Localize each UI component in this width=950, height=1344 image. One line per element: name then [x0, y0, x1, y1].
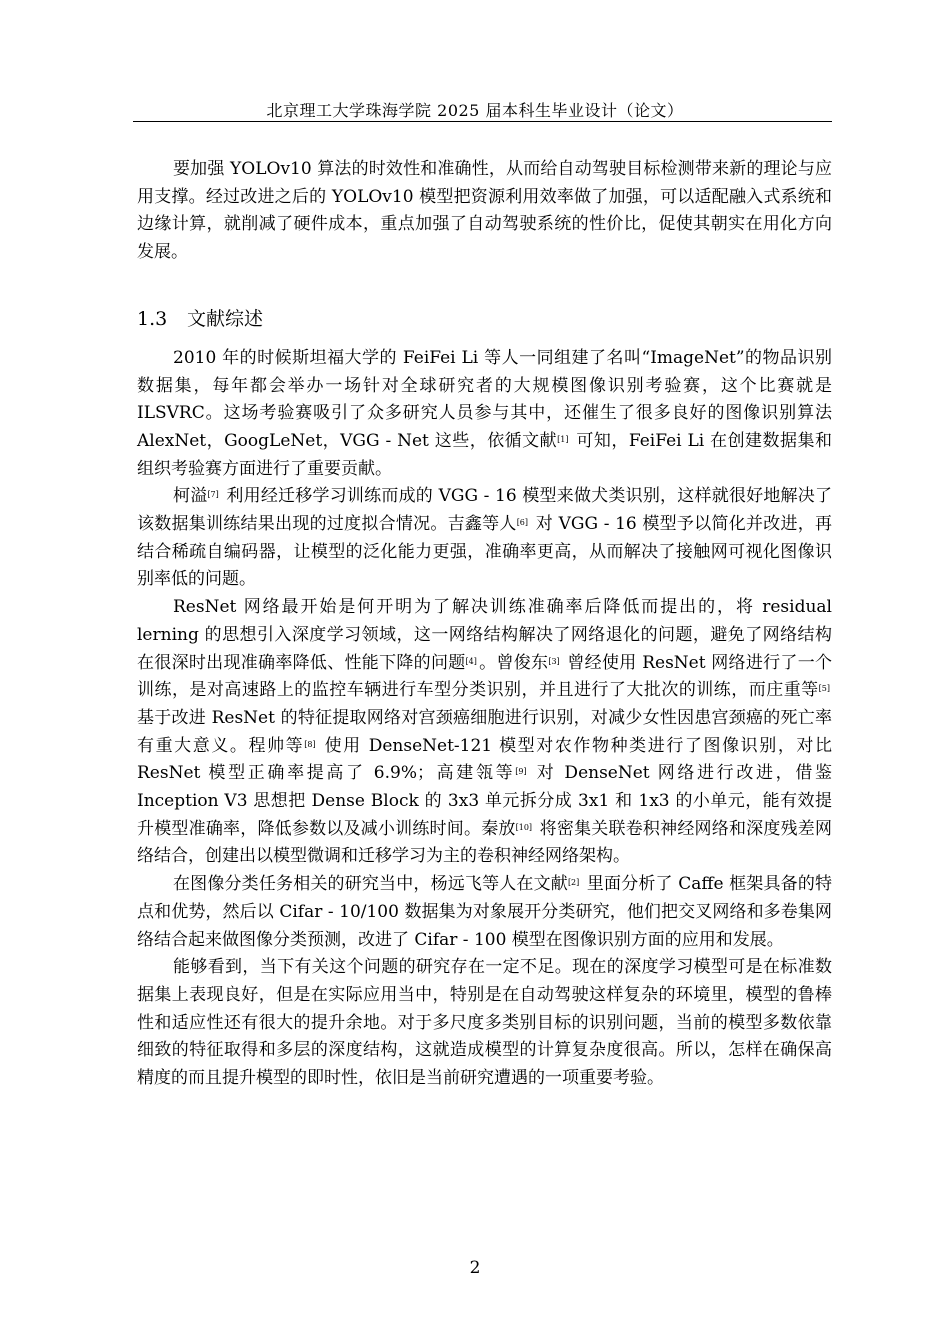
text-run: 对 VGG - 16 模型予以简化并改进，再结合稀疏自编码器，让模型的泛化能力更强，准确率更高，从而解决了接触网可视化图像识别率低的问题。	[137, 514, 832, 590]
citation-ref: [3]	[548, 656, 560, 666]
page-body	[137, 156, 832, 1093]
citation-ref: [10]	[515, 822, 533, 832]
text-run: 可知，FeiFei Li 在创建数据集和组织考验赛方面进行了重要贡献。	[137, 430, 832, 479]
text-run: 2010 年的时候斯坦福大学的 FeiFei Li 等人一同组建了名叫“ImageNet”的物品识别数据集，每年都会举办一场针对全球研究者的大规模图像识别考验赛，这个比赛就是 ILSVRC。这场考验赛吸引了众多研究人员参与其中，还催生了很多良好的图像识别算法 AlexNet，GoogLeNet，VGG - Net 这些，依循文献	[137, 347, 832, 451]
page-number: 2	[469, 1258, 481, 1278]
text-run: 里面分析了 Caffe 框架具备的特点和优势，然后以 Cifar - 10/100 数据集为对象展开分类研究，他们把交叉网络和多卷集网络结合起来做图像分类预测，改进了 Cifar - 100 模型在图像识别方面的应用和发展。	[137, 874, 832, 950]
text-run: 在图像分类任务相关的研究当中，杨远飞等人在文献	[173, 874, 568, 895]
paragraph-resnet	[137, 594, 832, 871]
text-run: 曾经使用 ResNet 网络进行了一个训练，是对高速路上的监控车辆进行车型分类识别，并且进行了大批次的训练，而庄重等	[137, 652, 833, 701]
section-heading	[137, 305, 832, 333]
text-run: 。曾俊东	[478, 652, 549, 673]
paragraph-summary: 能够看到，当下有关这个问题的研究存在一定不足。现在的深度学习模型可是在标准数据集上表现良好，但是在实际应用当中，特别是在自动驾驶这样复杂的环境里，模型的鲁棒性和适应性还有很大的提升余地。对于多尺度多类别目标的识别问题，当前的模型多数依靠细致的特征取得和多层的深度结构，这就造成模型的计算复杂度很高。所以，怎样在确保高精度的而且提升模型的即时性，依旧是当前研究遭遇的一项重要考验。	[137, 957, 832, 1089]
citation-ref: [7]	[207, 490, 219, 500]
citation-ref: [8]	[304, 739, 316, 749]
text-run: 将密集关联卷积神经网络和深度残差网络结合，创建出以模型微调和迁移学习为主的卷积神经网络架构。	[137, 818, 832, 867]
paragraph-imagenet	[137, 345, 832, 484]
header-rule	[133, 121, 832, 122]
section-number: 1.3	[137, 307, 168, 330]
citation-ref: [1]	[557, 434, 569, 444]
running-header: 北京理工大学珠海学院 2025 届本科生毕业设计（论文）	[266, 101, 684, 120]
citation-ref: [5]	[818, 684, 830, 694]
text-run: ResNet 网络最开始是何开明为了解决训练准确率后降低而提出的，将 residual lerning 的思想引入深度学习领域，这一网络结构解决了网络退化的问题，避免了网络结构在很深时出现准确率降低、性能下降的问题	[137, 597, 832, 673]
section-title: 文献综述	[187, 307, 264, 330]
citation-ref: [4]	[465, 656, 477, 666]
citation-ref: [6]	[516, 518, 529, 528]
text-run: 柯溢	[173, 486, 208, 507]
citation-ref: [2]	[567, 878, 580, 888]
text-run: 基于改进 ResNet 的特征提取网络对宫颈癌细胞进行识别，对减少女性因患宫颈癌的死亡率有重大意义。程帅等	[137, 707, 832, 756]
text-run: 对 DenseNet 网络进行改进，借鉴 Inception V3 思想把 Dense Block 的 3x3 单元拆分成 3x1 和 1x3 的小单元，能有效提升模型准确率，降低参数以及减小训练时间。秦放	[137, 763, 832, 839]
paragraph-vgg	[137, 483, 832, 594]
text-run: 使用 DenseNet-121 模型对农作物种类进行了图像识别，对比 ResNet 模型正确率提高了 6.9%；高建瓴等	[137, 735, 833, 784]
paragraph-intro-continuation: 要加强 YOLOv10 算法的时效性和准确性，从而给自动驾驶目标检测带来新的理论与应用支撑。经过改进之后的 YOLOv10 模型把资源利用效率做了加强，可以适配融入式系统和边缘计算，就削减了硬件成本，重点加强了自动驾驶系统的性价比，促使其朝实在用化方向发展。	[137, 159, 832, 263]
text-run: 利用经迁移学习训练而成的 VGG - 16 模型来做犬类识别，这样就很好地解决了该数据集训练结果出现的过度拟合情况。吉鑫等人	[137, 486, 832, 535]
citation-ref: [9]	[515, 767, 527, 777]
paragraph-caffe	[137, 871, 832, 954]
